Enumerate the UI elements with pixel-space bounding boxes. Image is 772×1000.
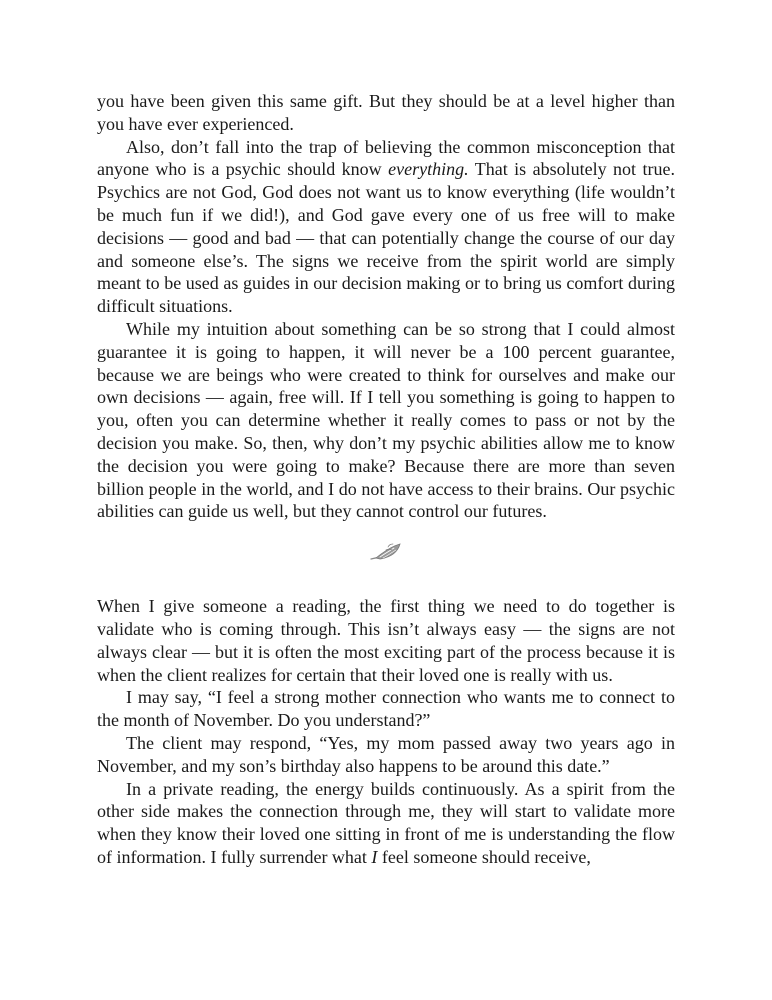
emphasis-text: I: [371, 846, 378, 867]
emphasis-text: everything.: [388, 159, 469, 180]
paragraph: When I give someone a reading, the first thing we need to do together is validate who is coming through. This isn’t always easy — the signs are not always clear — but it is often the most exciting part of the process because it is when the client realizes for certain that their loved one is really with us.: [97, 596, 675, 685]
section-after-break: [97, 595, 675, 869]
paragraph: [97, 778, 675, 869]
paragraph: While my intuition about something can be so strong that I could almost guarantee it is going to happen, it will never be a 100 percent guarantee, because we are beings who were created to think for ourselves and make our own decisions — again, free will. If I tell you something is going to happen to you, often you can determine whether it really comes to pass or not by the decision you make. So, then, why don’t my psychic abilities allow me to know the decision you were going to make? Because there are more than seven billion people in the world, and I do not have access to their brains. Our psychic abilities can guide us well, but they cannot control our futures.: [97, 318, 675, 522]
paragraph-text: feel someone should receive,: [377, 846, 591, 867]
feather-ornament-icon: [368, 541, 404, 565]
paragraph-text: Also, don’t fall into the trap of believing the common misconception that anyone who is a psychic should know: [97, 136, 675, 180]
paragraph: I may say, “I feel a strong mother connection who wants me to connect to the month of November. Do you understand?”: [97, 687, 675, 731]
section-break-ornament: [97, 541, 675, 569]
paragraph-text: That is absolutely not true. Psychics are not God, God does not want us to know everything (life wouldn’t be much fun if we did!), and God gave every one of us free will to make decisions — good and bad — that can potentially change the course of our day and someone else’s. The signs we receive from the spirit world are simply meant to be used as guides in our decision making or to bring us comfort during difficult situations.: [97, 159, 675, 317]
paragraph-text: In a private reading, the energy builds continuously. As a spirit from the other side makes the connection through me, they will start to validate more when they know their loved one sitting in front of me is understanding the flow of information. I fully surrender what: [97, 778, 675, 867]
section-before-break: [97, 90, 675, 523]
paragraph: The client may respond, “Yes, my mom passed away two years ago in November, and my son’s birthday also happens to be around this date.”: [97, 732, 675, 776]
paragraph: [97, 136, 675, 318]
page-body: [97, 90, 675, 869]
paragraph: you have been given this same gift. But they should be at a level higher than you have ever experienced.: [97, 91, 675, 134]
